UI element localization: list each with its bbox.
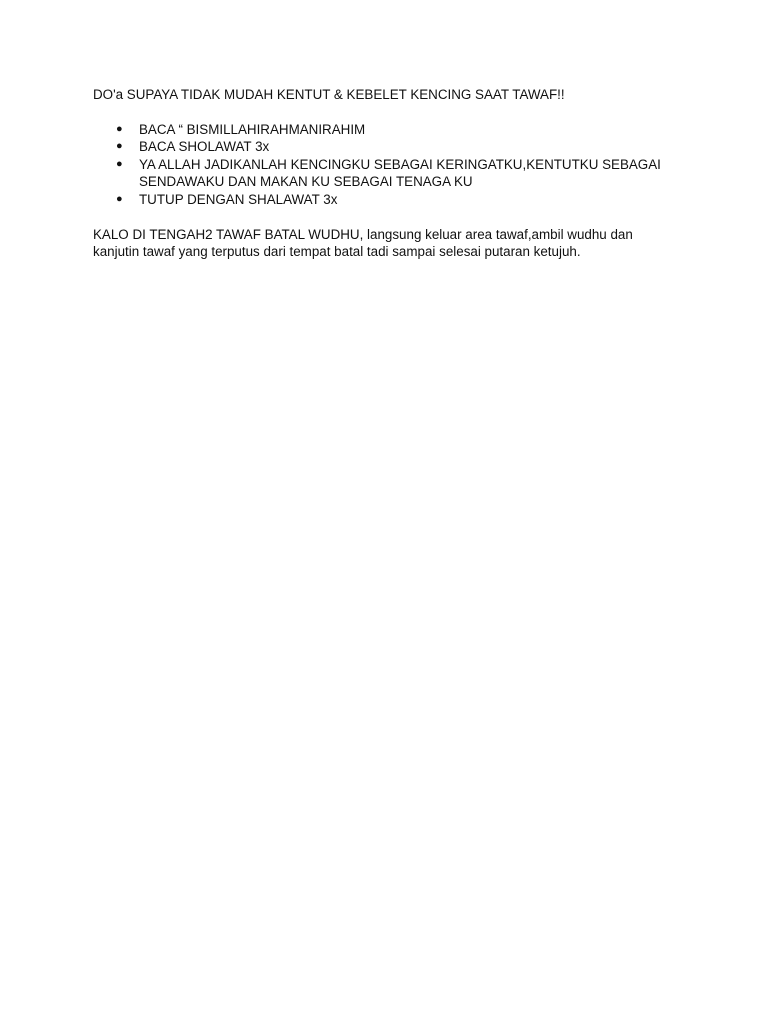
list-item-text: BACA SHOLAWAT 3x (139, 139, 270, 155)
bullet-icon: ● (116, 122, 123, 135)
list-item-text: YA ALLAH JADIKANLAH KENCINGKU SEBAGAI KERINGATKU,KENTUTKU SEBAGAI SENDAWAKU DAN MAKAN KU SEBAGAI TENAGA KU (139, 156, 661, 190)
list-item (93, 156, 683, 191)
list-item (93, 138, 683, 156)
bullet-icon: ● (116, 157, 123, 170)
list-item (93, 121, 683, 139)
list-item-text: BACA “ BISMILLAHIRAHMANIRAHIM (139, 121, 366, 137)
instruction-list (93, 121, 683, 209)
bullet-icon: ● (116, 192, 123, 205)
document-title: DO'a SUPAYA TIDAK MUDAH KENTUT & KEBELET KENCING SAAT TAWAF!! (93, 87, 565, 102)
closing-paragraph: KALO DI TENGAH2 TAWAF BATAL WUDHU, langsung keluar area tawaf,ambil wudhu dan kanjutin tawaf yang terputus dari tempat batal tadi sampai selesai putaran ketujuh. (93, 226, 633, 260)
document-body (93, 86, 683, 261)
list-item-text: TUTUP DENGAN SHALAWAT 3x (139, 191, 338, 207)
bullet-icon: ● (116, 140, 123, 153)
list-item (93, 191, 683, 209)
